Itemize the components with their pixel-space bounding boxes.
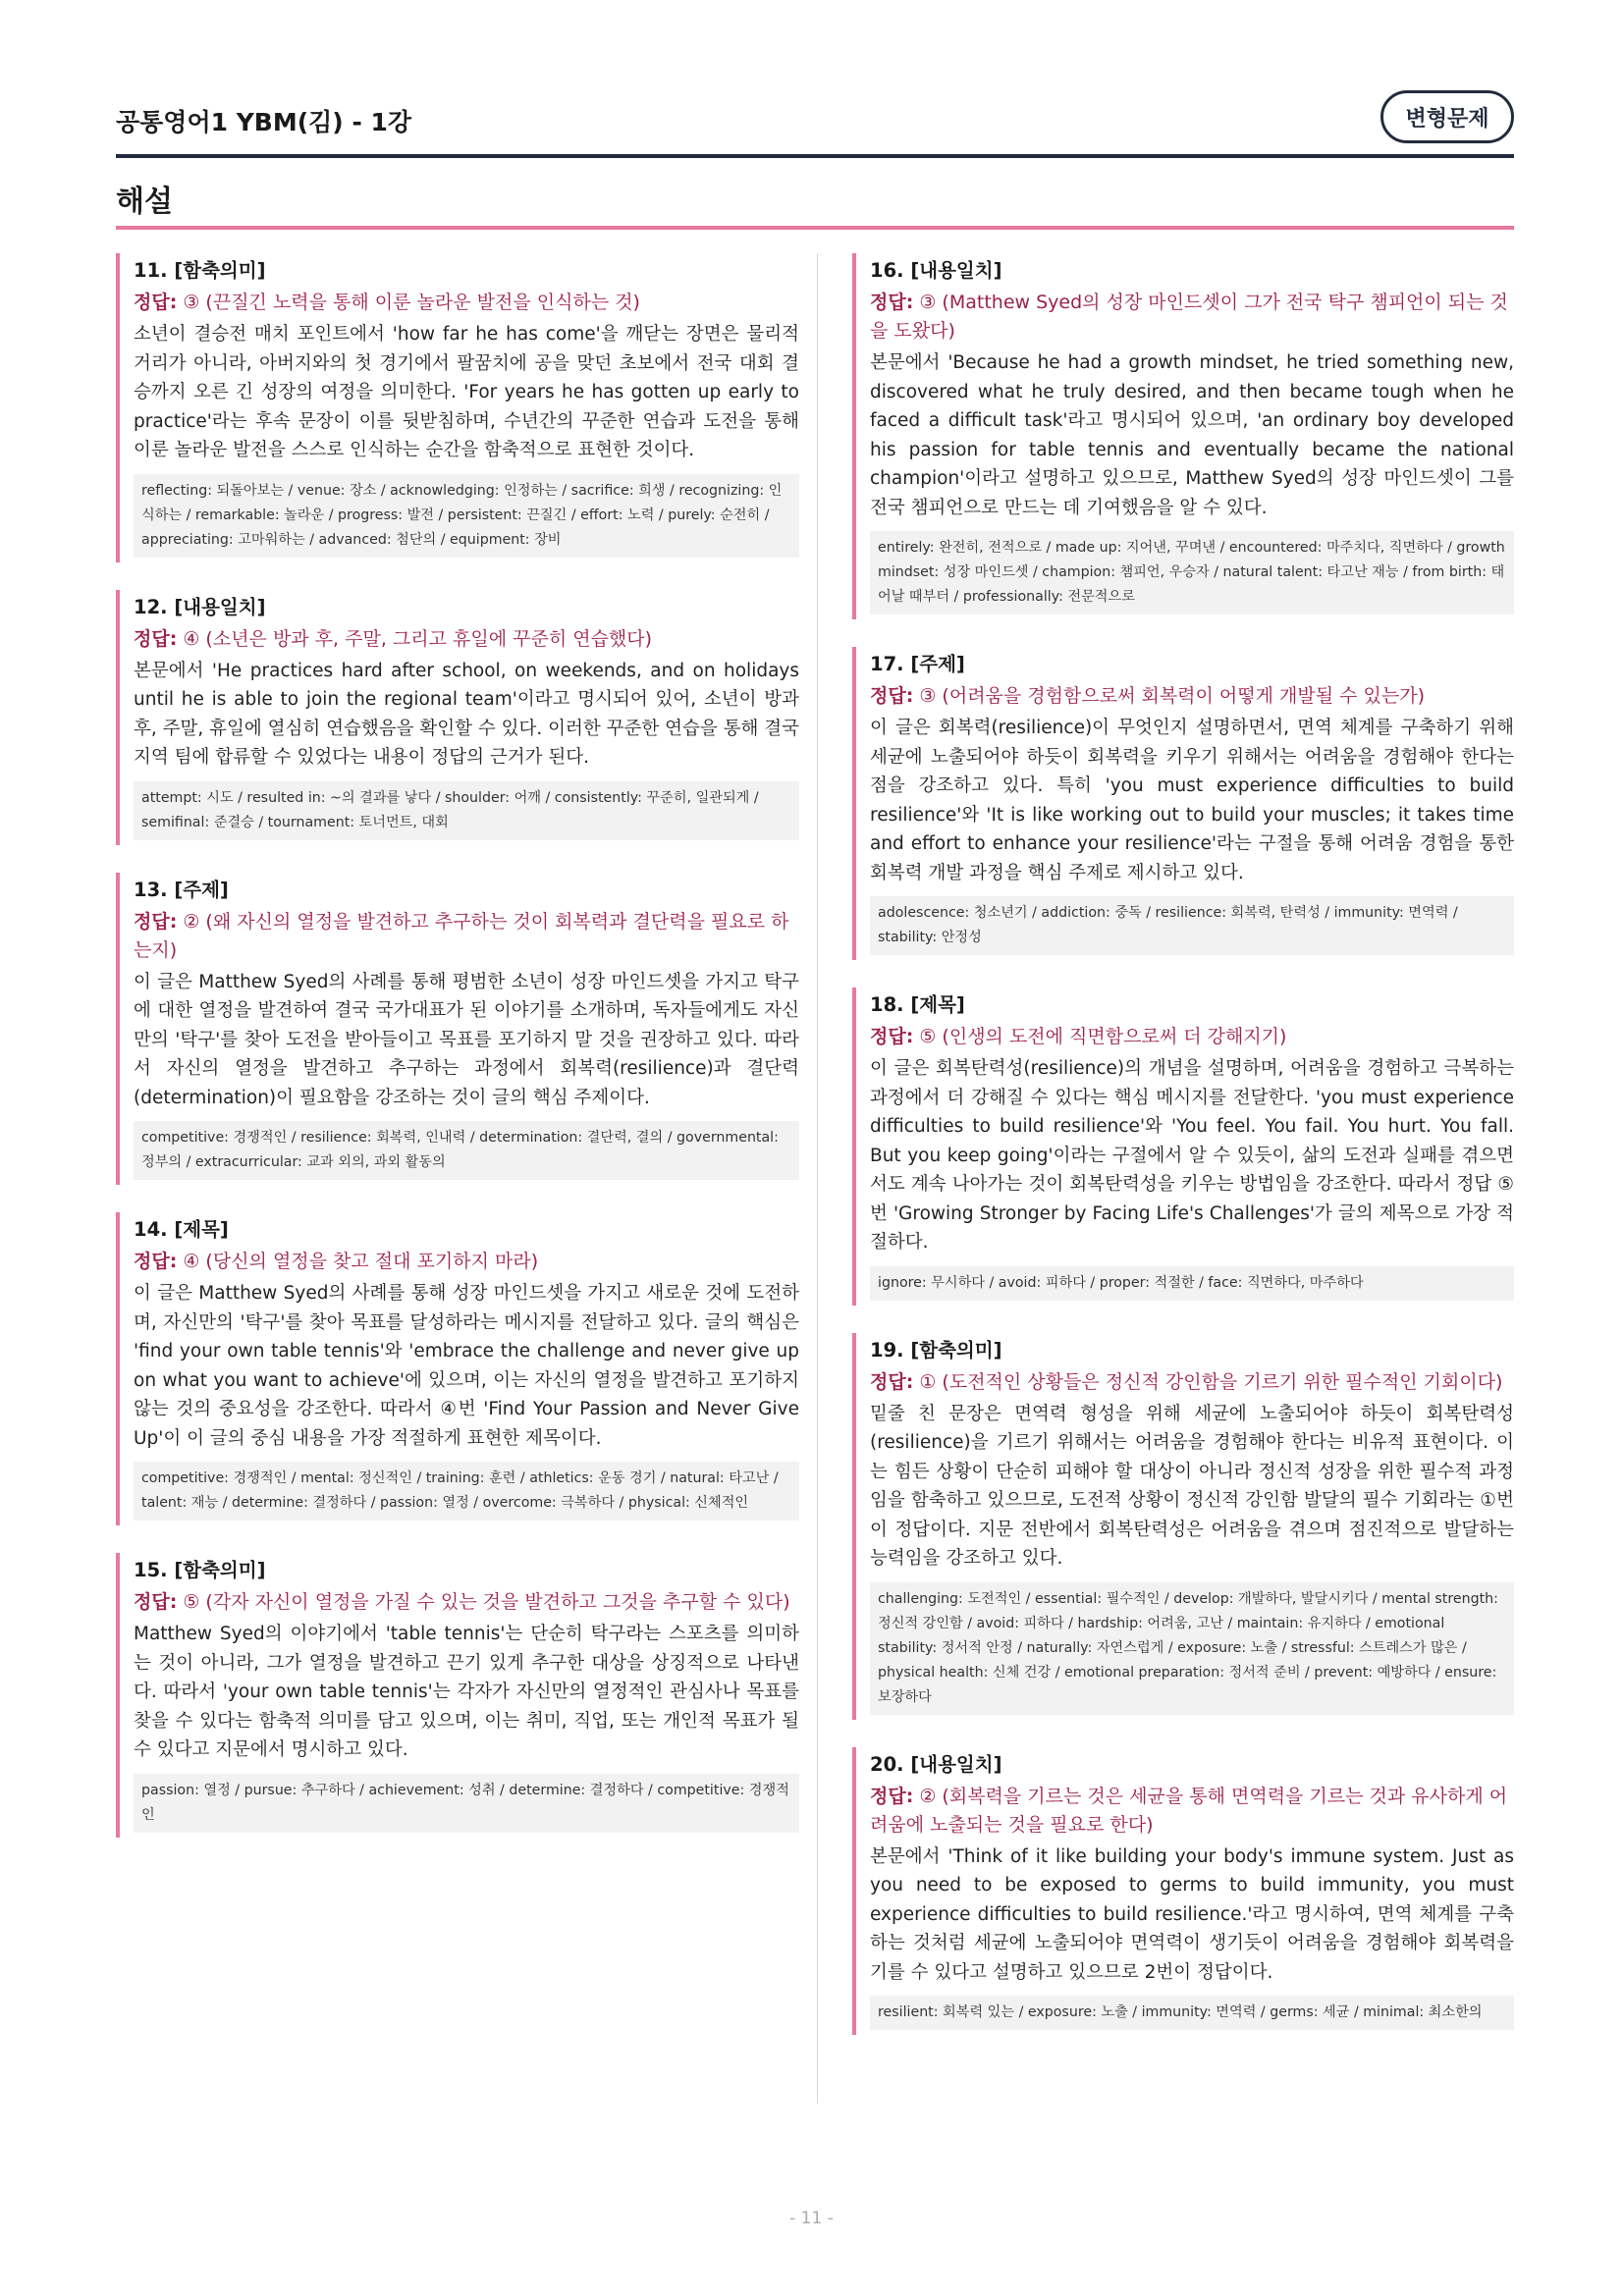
question-heading: 16. [내용일치] [870, 259, 1002, 282]
answer-label: 정답: [134, 1591, 178, 1613]
question-heading: 13. [주제] [134, 878, 229, 901]
answer-label: 정답: [134, 910, 178, 933]
question-heading: 11. [함축의미] [134, 259, 266, 282]
question-15 [116, 1553, 799, 1838]
question-19 [852, 1333, 1514, 1720]
answer-text: ② (왜 자신의 열정을 발견하고 추구하는 것이 회복력과 결단력을 필요로 하는지) [134, 910, 789, 961]
answer-text: ③ (끈질긴 노력을 통해 이룬 놀라운 발전을 인식하는 것) [183, 292, 640, 313]
question-17 [852, 647, 1514, 960]
answer-text: ③ (어려움을 경험함으로써 회복력이 어떻게 개발될 수 있는가) [919, 685, 1425, 707]
vocab-box: attempt: 시도 / resulted in: ~의 결과를 낳다 / shoulder: 어깨 / consistently: 꾸준히, 일관되게 / semifinal: 준결승 / tournament: 토너먼트, 대회 [134, 781, 799, 840]
question-heading: 14. [제목] [134, 1218, 229, 1241]
explanation-text: 본문에서 'Because he had a growth mindset, he tried something new, discovered what he truly desired, and then became tough when he faced a difficult task'라고 명시되어 있으며, 'an ordinary boy developed his passion for table tennis and eventually became the national champion'이라고 설명하고 있으므로, Matthew Syed의 성장 마인드셋이 그를 전국 챔피언으로 만드는 데 기여했음을 알 수 있다. [870, 352, 1514, 518]
question-20 [852, 1747, 1514, 2036]
question-heading: 20. [내용일치] [870, 1752, 1002, 1776]
section-title: 해설 [116, 185, 173, 219]
vocab-box: reflecting: 되돌아보는 / venue: 장소 / acknowledging: 인정하는 / sacrifice: 희생 / recognizing: 인식하는 / remarkable: 놀라운 / progress: 발전 / persistent: 끈질긴 / effort: 노력 / purely: 순전히 / appreciating: 고마워하는 / advanced: 첨단의 / equipment: 장비 [134, 474, 799, 558]
question-12 [116, 590, 799, 845]
explanation-text: 이 글은 회복력(resilience)이 무엇인지 설명하면서, 면역 체계를 구축하기 위해 세균에 노출되어야 하듯이 회복력을 키우기 위해서는 어려움을 경험해야 한다는 점을 강조하고 있다. 특히 'you must experience difficulties to build resilience'와 'It is like working out to build your muscles; it takes time and effort to enhance your resilience'라는 구절을 통해 어려움 경험을 통한 회복력 개발 과정을 핵심 주제로 제시하고 있다. [870, 718, 1514, 883]
question-11 [116, 253, 799, 562]
explanation-text: 이 글은 회복탄력성(resilience)의 개념을 설명하며, 어려움을 경험하고 극복하는 과정에서 더 강해질 수 있다는 핵심 메시지를 전달한다. 'you must experience difficulties to build resilience'와 'You feel. You fail. You hurt. You fall. But you keep going'이라는 구절에서 알 수 있듯이, 삶의 도전과 실패를 겪으면서도 계속 나아가는 것이 회복탄력성을 키우는 방법임을 강조한다. 따라서 정답 ⑤번 'Growing Stronger by Facing Life's Challenges'가 글의 제목으로 가장 적절하다. [870, 1058, 1514, 1253]
vocab-box: ignore: 무시하다 / avoid: 피하다 / proper: 적절한 / face: 직면하다, 마주하다 [870, 1266, 1514, 1301]
answer-text: ③ (Matthew Syed의 성장 마인드셋이 그가 전국 탁구 챔피언이 되는 것을 도왔다) [870, 292, 1508, 342]
answer-label: 정답: [870, 292, 914, 313]
question-16 [852, 253, 1514, 619]
answer-label: 정답: [134, 292, 178, 313]
question-heading: 18. [제목] [870, 993, 965, 1016]
answer-label: 정답: [870, 1026, 914, 1047]
answer-label: 정답: [870, 685, 914, 707]
vocab-box: competitive: 경쟁적인 / resilience: 회복력, 인내력 / determination: 결단력, 결의 / governmental: 정부의 / extracurricular: 교과 외의, 과외 활동의 [134, 1121, 799, 1180]
section-divider [116, 226, 1514, 230]
question-18 [852, 988, 1514, 1306]
answer-line [134, 625, 799, 654]
type-badge: 변형문제 [1380, 90, 1514, 143]
explanation-text: 본문에서 'Think of it like building your body's immune system. Just as you need to be exposed to germs to build immunity, you must experience difficulties to build resilience.'라고 명시하여, 면역 체계를 구축하는 것처럼 세균에 노출되어야 면역력이 생기듯이 어려움을 경험해야 회복력을 기를 수 있다고 설명하고 있으므로 2번이 정답이다. [870, 1845, 1514, 1983]
answer-text: ② (회복력을 기르는 것은 세균을 통해 면역력을 기르는 것과 유사하게 어려움에 노출되는 것을 필요로 한다) [870, 1785, 1508, 1836]
answer-line [870, 1783, 1514, 1840]
explanation-text: 이 글은 Matthew Syed의 사례를 통해 평범한 소년이 성장 마인드셋을 가지고 탁구에 대한 열정을 발견하여 결국 국가대표가 된 이야기를 소개하며, 독자들에게도 자신만의 '탁구'를 찾아 도전을 받아들이고 목표를 포기하지 말 것을 권장하고 있다. 따라서 자신의 열정을 발견하고 추구하는 과정에서 회복력(resilience)과 결단력(determination)이 필요함을 강조하는 것이 글의 핵심 주제이다. [134, 971, 799, 1108]
vocab-box: resilient: 회복력 있는 / exposure: 노출 / immunity: 면역력 / germs: 세균 / minimal: 최소한의 [870, 1996, 1514, 2030]
answer-line [134, 908, 799, 965]
question-14 [116, 1212, 799, 1525]
vocab-box: challenging: 도전적인 / essential: 필수적인 / develop: 개발하다, 발달시키다 / mental strength: 정신적 강인함 / avoid: 피하다 / hardship: 어려움, 고난 / maintain: 유지하다 / emotional stability: 정서적 안정 / naturally: 자연스럽게 / exposure: 노출 / stressful: 스트레스가 많은 / physical health: 신체 건강 / emotional preparation: 정서적 준비 / prevent: 예방하다 / ensure: 보장하다 [870, 1582, 1514, 1715]
vocab-box: passion: 열정 / pursue: 추구하다 / achievement: 성취 / determine: 결정하다 / competitive: 경쟁적인 [134, 1774, 799, 1833]
explanation-text: 이 글은 Matthew Syed의 사례를 통해 성장 마인드셋을 가지고 새로운 것에 도전하며, 자신만의 '탁구'를 찾아 목표를 달성하라는 메시지를 전달하고 있다. 글의 핵심은 'find your own table tennis'와 'embrace the challenge and never give up on what you want to achieve'에 있으며, 이는 자신의 열정을 발견하고 포기하지 않는 것의 중요성을 강조한다. 따라서 ④번 'Find Your Passion and Never Give Up'이 이 글의 중심 내용을 가장 적절하게 표현한 제목이다. [134, 1283, 799, 1449]
answer-label: 정답: [134, 627, 178, 650]
answer-label: 정답: [134, 1251, 178, 1272]
explanation-text: Matthew Syed의 이야기에서 'table tennis'는 단순히 탁구라는 스포츠를 의미하는 것이 아니라, 그가 열정을 발견하고 끈기 있게 추구한 대상을 상징적으로 나타낸다. 따라서 'your own table tennis'는 각자가 자신만의 열정적인 관심사나 목표를 찾을 수 있다는 함축적 의미를 담고 있으며, 이는 취미, 직업, 또는 개인적 목표가 될 수 있다고 지문에서 명시하고 있다. [134, 1624, 799, 1760]
answer-line [134, 289, 799, 317]
vocab-box: adolescence: 청소년기 / addiction: 중독 / resilience: 회복력, 탄력성 / immunity: 면역력 / stability: 안정성 [870, 896, 1514, 955]
answer-line [870, 682, 1514, 711]
page-number: - 11 - [789, 2209, 834, 2228]
explanation-text: 밑줄 친 문장은 면역력 형성을 위해 세균에 노출되어야 하듯이 회복탄력성(resilience)을 기르기 위해서는 어려움을 경험해야 한다는 비유적 표현이다. 이는 힘든 상황이 단순히 피해야 할 대상이 아니라 정신적 성장을 위한 필수적 과정임을 함축하고 있으므로, 도전적 상황이 정신적 강인함 발달의 필수 기회라는 ①번이 정답이다. 지문 전반에서 회복탄력성은 어려움을 겪으며 점진적으로 발달하는 능력임을 강조하고 있다. [870, 1403, 1514, 1569]
answer-text: ⑤ (인생의 도전에 직면함으로써 더 강해지기) [919, 1026, 1287, 1047]
answer-line [134, 1588, 799, 1617]
explanation-text: 본문에서 'He practices hard after school, on weekends, and on holidays until he is able to join the regional team'이라고 명시되어 있어, 소년이 방과 후, 주말, 휴일에 열심히 연습했음을 확인할 수 있다. 이러한 꾸준한 연습을 통해 결국 지역 팀에 합류할 수 있었다는 내용이 정답의 근거가 된다. [134, 660, 799, 768]
left-column [116, 253, 799, 1865]
answer-line [134, 1248, 799, 1276]
question-heading: 19. [함축의미] [870, 1338, 1002, 1362]
question-heading: 12. [내용일치] [134, 595, 266, 618]
answer-text: ④ (당신의 열정을 찾고 절대 포기하지 마라) [183, 1251, 539, 1272]
question-heading: 17. [주제] [870, 653, 965, 675]
vocab-box: entirely: 완전히, 전적으로 / made up: 지어낸, 꾸며낸 / encountered: 마주치다, 직면하다 / growth mindset: 성장 마인드셋 / champion: 챔피언, 우승자 / natural talent: 타고난 재능 / from birth: 태어날 때부터 / professionally: 전문적으로 [870, 531, 1514, 614]
answer-line [870, 1368, 1514, 1397]
answer-text: ⑤ (각자 자신이 열정을 가질 수 있는 것을 발견하고 그것을 추구할 수 있다) [183, 1591, 790, 1613]
column-divider [817, 253, 818, 2104]
question-13 [116, 873, 799, 1186]
explanation-text: 소년이 결승전 매치 포인트에서 'how far he has come'을 깨닫는 장면은 물리적 거리가 아니라, 아버지와의 첫 경기에서 팔꿈치에 공을 맞던 초보에서 전국 대회 결승까지 오른 긴 성장의 여정을 의미한다. 'For years he has gotten up early to practice'라는 후속 문장이 이를 뒷받침하며, 수년간의 꾸준한 연습과 도전을 통해 이룬 놀라운 발전을 스스로 인식하는 순간을 함축적으로 표현한 것이다. [134, 324, 799, 460]
vocab-box: competitive: 경쟁적인 / mental: 정신적인 / training: 훈련 / athletics: 운동 경기 / natural: 타고난 / talent: 재능 / determine: 결정하다 / passion: 열정 / overcome: 극복하다 / physical: 신체적인 [134, 1462, 799, 1521]
answer-line [870, 289, 1514, 346]
question-heading: 15. [함축의미] [134, 1559, 266, 1581]
answer-line [870, 1023, 1514, 1051]
answer-text: ① (도전적인 상황들은 정신적 강인함을 기르기 위한 필수적인 기회이다) [919, 1370, 1503, 1393]
document-title: 공통영어1 YBM(김) - 1강 [116, 108, 412, 136]
answer-text: ④ (소년은 방과 후, 주말, 그리고 휴일에 꾸준히 연습했다) [183, 627, 653, 650]
answer-label: 정답: [870, 1370, 914, 1393]
right-column [852, 253, 1514, 2062]
answer-label: 정답: [870, 1785, 914, 1807]
header-divider [116, 154, 1514, 158]
